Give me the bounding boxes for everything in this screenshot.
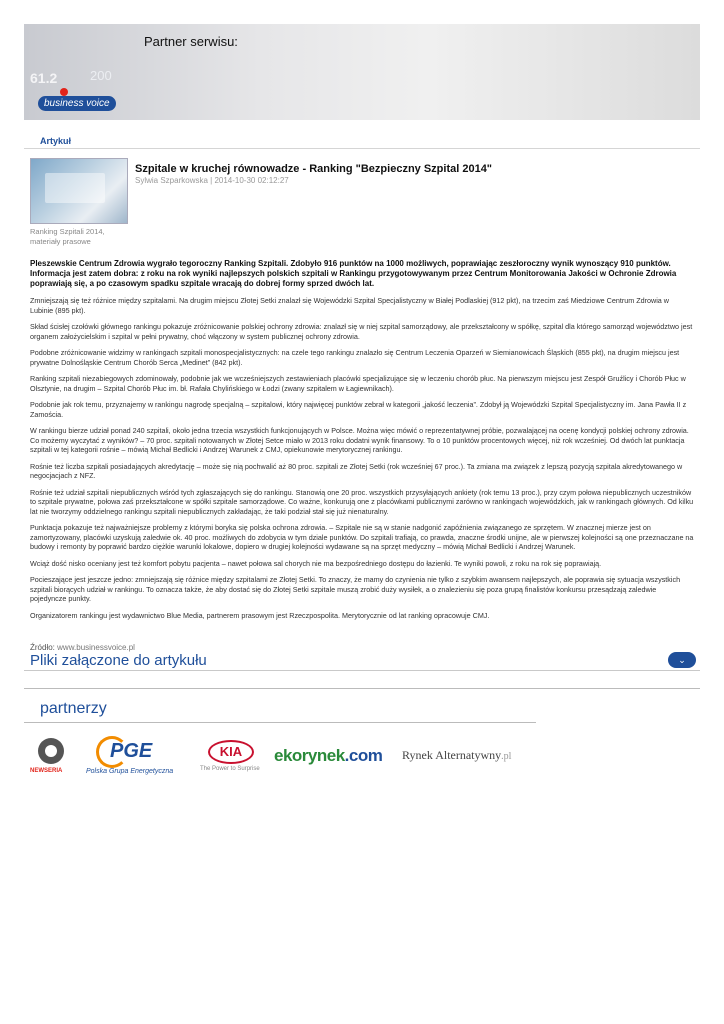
banner-number-secondary: 200	[90, 68, 112, 83]
paragraph: Podobne zróżnicowanie widzimy w rankingach szpitali monospecjalistycznych: na czele tego rankingu znalazło się Centrum Leczenia Oparzeń w Siemianowicach Śląskich (855 pkt), na drugim miejscu jest prywatne Dolnośląskie Centrum Chorób Serca „Medinet” (842 pkt).	[30, 348, 680, 367]
paragraph: Rośnie też liczba szpitali posiadających akredytację – może się nią pochwalić aż 80 proc. szpitali ze Złotej Setki (rok wcześniej 67 proc.). Ta zmiana ma związek z lepszą pozycją szpitala akredytowanego w negocjacjach z NFZ.	[30, 461, 683, 480]
rynek-alternatywny-logo[interactable]: Rynek Alternatywny.pl	[402, 748, 512, 762]
partner-label: Partner serwisu:	[144, 34, 238, 49]
attachments-divider	[24, 688, 700, 689]
article-title: Szpitale w kruchej równowadze - Ranking "Bezpieczny Szpital 2014"	[135, 163, 493, 175]
paragraph: Wciąż dość nisko oceniany jest też komfort pobytu pacjenta – nawet połowa sal chorych nie ma bezpośredniego dostępu do łazienki. Te wyniki powoli, z roku na rok się poprawiają.	[30, 558, 602, 568]
paragraph: Ranking szpitali niezabiegowych zdominowały, podobnie jak we wcześniejszych zestawieniach placówki specjalizujące się w leczeniu chorób płuc. Na pierwszym miejscu jest Zespół Gruźlicy i Chorób Płuc w Olsztynie, na drugim – Szpital Chorób Płuc im. bł. Rafała Chylińskiego w Łodzi (zwany szpitalem w Łagiewnikach).	[30, 374, 686, 393]
partner-banner[interactable]	[24, 24, 700, 120]
paragraph: Podobnie jak rok temu, przyznajemy w rankingu nagrodę specjalną – szpitalowi, który najwięcej punktów zebrał w kategorii „jakość leczenia”. Zdobył ją Wojewódzki Szpital Specjalistyczny im. Jana Pawła II z Zamościa.	[30, 400, 687, 419]
paragraph: Zmniejszają się też różnice między szpitalami. Na drugim miejscu Złotej Setki znalazł się Wojewódzki Szpital Specjalistyczny w Białej Podlaskiej (912 pkt), na trzecim zaś Miedziowe Centrum Zdrowia w Lubinie (895 pkt).	[30, 296, 669, 315]
article-meta: Sylwia Szparkowska | 2014-10-30 02:12:27	[135, 176, 289, 185]
section-label: Artykuł	[40, 136, 72, 146]
paragraph: Skład ścisłej czołówki głównego rankingu pokazuje zróżnicowanie polskiej ochrony zdrowia: znalazł się w niej szpital samorządowy, ale przekształcony w spółkę, szpital dla którego samorząd województwo jest organem założycielskim i szpital w pełni prywatny, choć włączony w system publicznej ochrony zdrowia.	[30, 322, 693, 341]
partners-divider	[24, 722, 536, 723]
paragraph: Pocieszające jest jeszcze jedno: zmniejszają się różnice między szpitalami ze Złotej Setki. To znaczy, że mamy do czynienia nie tylko z szybkim awansem najlepszych, ale poprawia się sytuacja wszystkich szpitali biorących udział w rankingu. To oznacza także, że aby dostać się do Złotej Setki szpitale muszą zrobić duży wysiłek, a o znalezieniu się poza grupą finalistów konkursu przesądzają zaledwie pojedyncze punkty.	[30, 575, 681, 603]
article-lead: Pleszewskie Centrum Zdrowia wygrało tegoroczny Ranking Szpitali. Zdobyło 916 punktów na 1000 możliwych, poprawiając zeszłoroczny wynik wynoszący 910 punktów. Informacja jest zatem dobra: z roku na rok wyniki najlepszych polskich szpitali w Rankingu przygotowywanym przez Centrum Monitorowania Jakości w Ochronie Zdrowia poprawiają się, a po czasowym spadku szpitale wracają do dobrej formy sprzed dwóch lat.	[30, 259, 677, 288]
pge-logo[interactable]: PGE Polska Grupa Energetyczna	[86, 734, 186, 782]
paragraph: Organizatorem rankingu jest wydawnictwo Blue Media, partnerem prasowym jest Rzeczpospolita. Merytorycznie od lat ranking opracowuje CMJ.	[30, 610, 490, 620]
section-divider	[24, 148, 700, 149]
banner-number: 61.2	[30, 70, 58, 86]
ekorynek-logo[interactable]: ekorynek.com	[274, 746, 383, 765]
partners-title: partnerzy	[40, 700, 107, 717]
business-voice-logo[interactable]: business voice	[38, 96, 116, 111]
newseria-icon	[38, 738, 64, 764]
newseria-logo[interactable]: NEWSERIA	[30, 734, 72, 782]
source-link[interactable]: www.businessvoice.pl	[57, 643, 135, 652]
chevron-down-icon[interactable]: ⌄	[668, 652, 696, 668]
paragraph: W rankingu bierze udział ponad 240 szpitali, około jedna trzecia wszystkich funkcjonujących w Polsce. Można więc mówić o reprezentatywnej próbie, pozwalającej na ocenę kondycji polskiej ochrony zdrowia. Co możemy wyczytać z wyników? – 70 proc. szpitali notowanych w Złotej Setce miało w 2013 roku dodatni wynik finansowy. To o 10 punktów procentowych więcej, niż rok wcześniej. Od dwóch lat punktacja szpitali w tej kategorii rośnie – mówią Michał Bedlicki i Andrzej Warunek z CMJ, opiekunowie merytorycznej rankingu.	[30, 426, 689, 454]
article-source	[30, 643, 135, 652]
attachments-title: Pliki załączone do artykułu	[30, 652, 207, 669]
kia-logo[interactable]: KIA The Power to Surprise	[200, 734, 260, 782]
article-thumbnail[interactable]	[30, 158, 128, 224]
source-label: Źródło:	[30, 643, 55, 652]
partners-logos	[24, 734, 536, 782]
paragraph: Rośnie też udział szpitali niepublicznych wśród tych zgłaszających się do rankingu. Stanowią one 20 proc. wszystkich przysyłających ankiety (rok temu 13 proc.), przy czym połowa niepublicznych uczestników to szpitale prywatne, połowa zaś przekształcone w spółki szpitale samorządowe. Co ważne, konkurują one z placówkami publicznymi zarówno w rankingach wojewódzkich, jak w rankingach głównych. Od kilku lat nie tworzymy oddzielnego rankingu szpitali niepublicznych zakładając, że taki podział stał się już nienaturalny.	[30, 487, 694, 516]
attachments-bar	[24, 652, 700, 671]
paragraph: Punktacja pokazuje też najważniejsze problemy z którymi boryka się polska ochrona zdrowia. – Szpitale nie są w stanie nadgonić zapóźnienia związanego ze sprzętem. W znacznej mierze jest on zamortyzowany, placówki uzyskują zaledwie ok. 40 proc. możliwych do zdobycia w tym dziale punktów. Do szpitali trafiają, co prawda, znaczne środki unijne, ale w pierwszej kolejności są one przeznaczane na budowy i remonty by poprawić bardzo ciężkie warunki lokalowe, dopiero w drugiej kolejności wydawane są na sprzęt medyczny – mówią Michał Bedlicki i Andrzej Warunek.	[30, 523, 694, 551]
business-voice-logo-mark-icon	[60, 88, 68, 96]
article-body	[30, 296, 694, 627]
thumbnail-caption: Ranking Szpitali 2014, materiały prasowe	[30, 227, 105, 246]
